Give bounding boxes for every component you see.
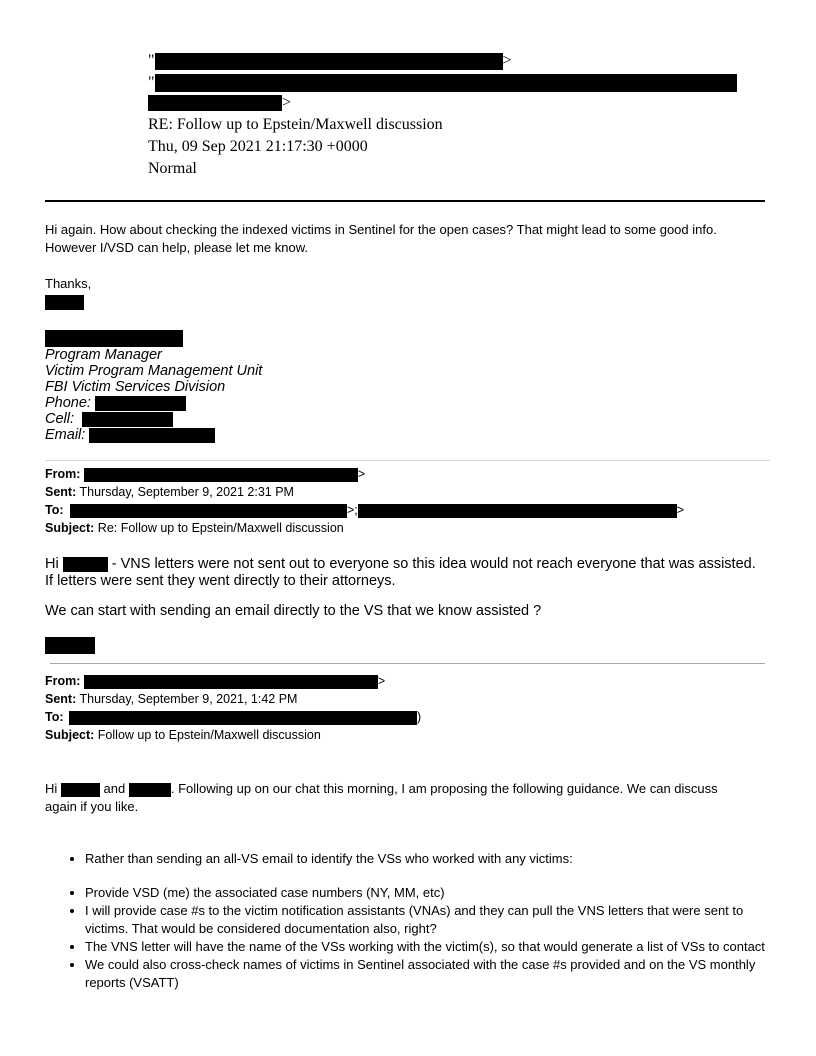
list-item: • We could also cross-check names of victims in Sentinel associated with the case #s provided and on the VS monthly reports (VSATT) (85, 956, 775, 992)
message-thanks: Thanks, (45, 276, 92, 291)
redaction-block (155, 53, 503, 70)
reply-to-row (45, 501, 684, 519)
reply-subject-row (45, 519, 684, 537)
original-from-label: From: (45, 674, 81, 688)
original-greeting: Hi (45, 781, 58, 796)
original-header (45, 672, 421, 744)
message-line-2: However I/VSD can help, please let me know. (45, 240, 309, 255)
original-divider (50, 663, 765, 664)
original-from-row (45, 672, 421, 690)
redaction-block (84, 675, 378, 689)
redaction-block (89, 428, 215, 443)
original-sent-label: Sent: (45, 692, 77, 706)
signature-cell (45, 411, 262, 427)
signature-unit: Victim Program Management Unit (45, 363, 263, 379)
redaction-block (155, 74, 737, 92)
header-divider (45, 200, 765, 202)
reply-sent-value: Thursday, September 9, 2021 2:31 PM (79, 485, 294, 499)
signature-email (45, 427, 262, 443)
guidance-list (45, 850, 775, 992)
redaction-block (95, 396, 186, 411)
redaction-block (45, 295, 84, 310)
list-item: • The VNS letter will have the name of the VSs working with the victim(s), so that would generate a list of VSs to contact (85, 938, 775, 956)
reply-to-bracket: > (676, 503, 685, 517)
reply-to-label: To: (45, 503, 64, 517)
redaction-block (358, 504, 677, 518)
reply-line-1 (45, 556, 756, 573)
original-intro-line-2: again if you like. (45, 799, 139, 814)
signature-phone-label: Phone: (45, 395, 91, 411)
redaction-block (129, 783, 171, 797)
list-item: • Rather than sending an all-VS email to identify the VSs who worked with any victims: (85, 850, 775, 868)
redaction-block (69, 711, 417, 725)
reply-divider (45, 460, 770, 461)
header-importance-value: Normal (148, 160, 197, 177)
redaction-block (45, 637, 95, 654)
list-item: • I will provide case #s to the victim notification assistants (VNAs) and they can pull the VNS letters that were sent to victims. That would be considered documentation also, right? (85, 902, 775, 938)
reply-line-1-text: - VNS letters were not sent out to everyone so this idea would not reach everyone that was assisted. (107, 556, 756, 572)
redaction-block (63, 557, 108, 572)
header-to-quote: " (148, 74, 155, 91)
reply-subject-label: Subject: (45, 521, 95, 535)
redaction-block (148, 95, 282, 111)
reply-body (45, 556, 756, 590)
signature-email-label: Email: (45, 427, 86, 443)
original-body (45, 780, 775, 816)
original-to-row (45, 708, 421, 726)
reply-line-2: If letters were sent they went directly to their attorneys. (45, 573, 396, 589)
reply-sent-row (45, 483, 684, 501)
original-subject-row (45, 726, 421, 744)
header-date-value: Thu, 09 Sep 2021 21:17:30 +0000 (148, 138, 368, 155)
original-intro-text: . Following up on our chat this morning, I am proposing the following guidance. We can discuss (170, 781, 718, 796)
reply-to-separator: >; (347, 503, 358, 517)
redaction-block (84, 468, 358, 482)
list-item: • Provide VSD (me) the associated case numbers (NY, MM, etc) (85, 884, 775, 902)
reply-from-row (45, 465, 684, 483)
original-sent-value: Thursday, September 9, 2021, 1:42 PM (79, 692, 298, 706)
header-subject-value: RE: Follow up to Epstein/Maxwell discussion (148, 116, 443, 133)
original-sent-row (45, 690, 421, 708)
signature-title: Program Manager (45, 347, 162, 363)
reply-subject-value: Re: Follow up to Epstein/Maxwell discussion (97, 521, 344, 535)
original-subject-label: Subject: (45, 728, 95, 742)
reply-greeting: Hi (45, 556, 59, 572)
reply-header (45, 465, 684, 537)
redaction-block (61, 783, 100, 797)
header-from-bracket: > (502, 52, 512, 69)
header-from-value (148, 52, 512, 70)
reply-from-bracket: > (357, 467, 366, 481)
header-to-value (148, 74, 737, 92)
signature-block (45, 347, 262, 443)
message-body (45, 221, 775, 257)
original-subject-value: Follow up to Epstein/Maxwell discussion (97, 728, 321, 742)
original-to-paren: ) (417, 710, 422, 724)
redaction-block (82, 412, 173, 427)
signature-cell-label: Cell: (45, 411, 75, 427)
header-to-bracket: > (282, 94, 292, 111)
header-to-value-2 (148, 94, 291, 112)
signature-division: FBI Victim Services Division (45, 379, 226, 395)
original-from-bracket: > (377, 674, 386, 688)
reply-sent-label: Sent: (45, 485, 77, 499)
redaction-block (45, 330, 183, 347)
original-to-label: To: (45, 710, 64, 724)
message-line-1: Hi again. How about checking the indexed victims in Sentinel for the open cases? That might lead to some good info. (45, 222, 717, 237)
redaction-block (70, 504, 347, 518)
original-and: and (103, 781, 126, 796)
signature-phone (45, 395, 262, 411)
reply-line-3: We can start with sending an email directly to the VS that we know assisted ? (45, 603, 542, 619)
original-intro-line-1 (45, 780, 775, 798)
header-from-quote: " (148, 52, 155, 69)
reply-from-label: From: (45, 467, 81, 481)
